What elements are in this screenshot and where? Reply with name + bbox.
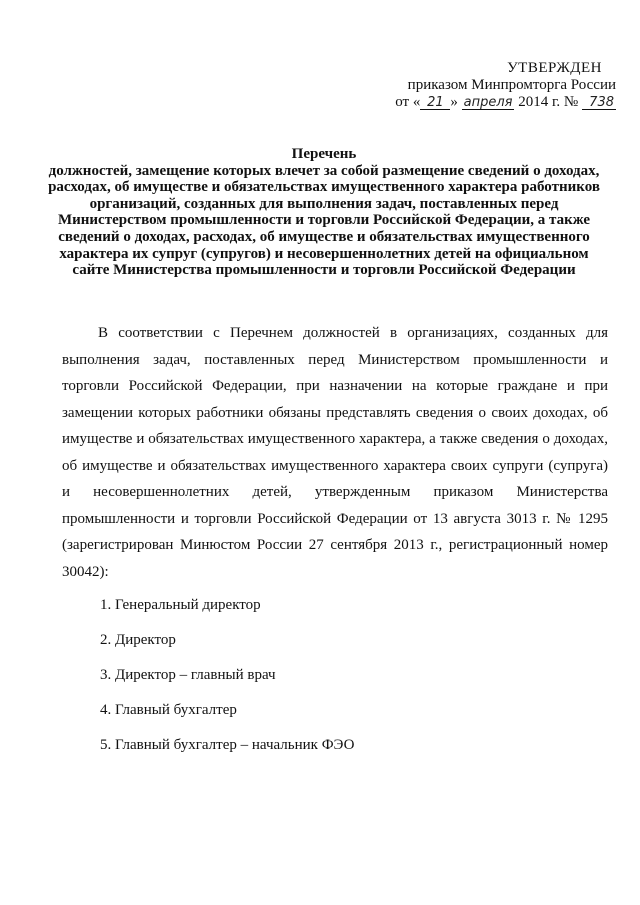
positions-list	[100, 596, 354, 771]
handwritten-order-number: 738	[582, 96, 616, 110]
list-item: 5. Главный бухгалтер – начальник ФЭО	[100, 737, 355, 753]
list-item: 2. Директор	[100, 632, 176, 648]
title-heading: Перечень	[291, 146, 357, 162]
approval-order: приказом Минпромторга России	[407, 77, 616, 93]
title-body: должностей, замещение которых влечет за собой размещение сведений о доходах, расходах, об имуществе и обязательствах имущественного характера работников организаций, созданных для выполнения задач, поставленных перед Министерством промышленности и торговли Российской Федерации, а также сведений о доходах, расходах, об имуществе и обязательствах имущественного характера их супруг (супругов) и несовершеннолетних детей на официальном сайте Министерства промышленности и торговли Российской Федерации	[48, 162, 600, 279]
handwritten-month: апреля	[463, 95, 513, 110]
document-title	[40, 146, 608, 279]
list-item: 3. Директор – главный врач	[100, 667, 276, 683]
list-item: 1. Генеральный директор	[100, 597, 261, 613]
approval-stamp	[395, 60, 616, 111]
approval-heading: УТВЕРЖДЕН	[507, 60, 602, 76]
intro-paragraph: В соответствии с Перечнем должностей в организациях, созданных для выполнения задач, поставленных перед Министерством промышленности и торговли Российской Федерации, при назначении на которые граждане и при замещении которых работники обязаны представлять сведения о своих доходах, об имуществе и обязательствах имущественного характера, а также сведения о доходах, об имуществе и обязательствах имущественного характера своих супруги (супруга) и несовершеннолетних детей, утвержденным приказом Министерства промышленности и торговли Российской Федерации от 13 августа 3013 г. № 1295 (зарегистрирован Минюстом России 27 сентября 2013 г., регистрационный номер 30042):	[62, 325, 608, 580]
list-item: 4. Главный бухгалтер	[100, 702, 237, 718]
approval-date-line: от « 21 » апреля 2014 г. № 738	[395, 94, 614, 110]
handwritten-day: 21	[420, 96, 450, 110]
approval-year: 2014 г. №	[518, 94, 579, 110]
